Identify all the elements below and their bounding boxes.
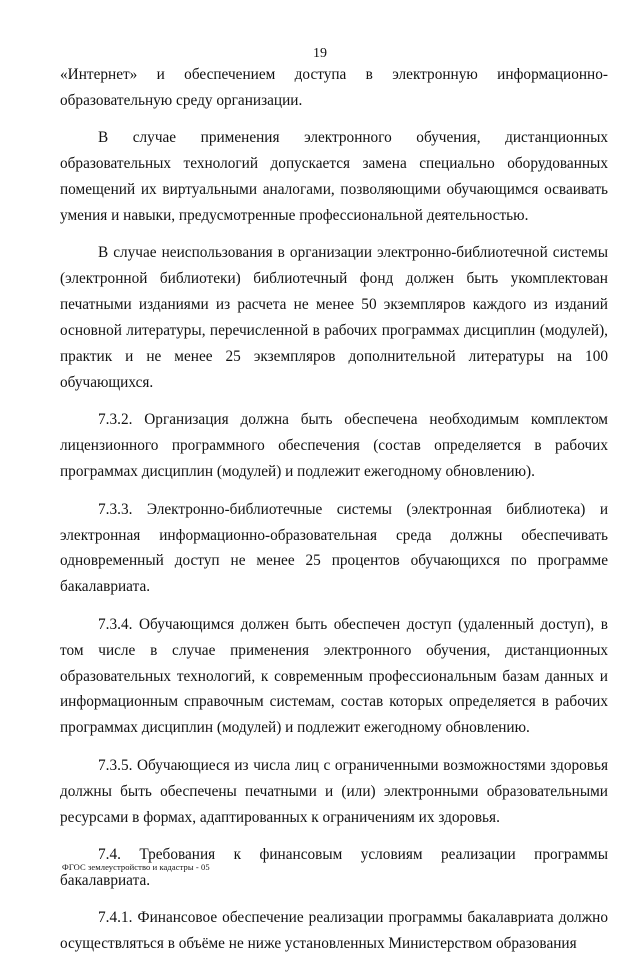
- paragraph-internet-access: «Интернет» и обеспечением доступа в электронную информационно-образовательную среду организации.: [60, 66, 608, 109]
- paragraph-library-fund: В случае неиспользования в организации электронно-библиотечной системы (электронной библиотеки) библиотечный фонд должен быть укомплектован печатными изданиями из расчета не менее 50 экземпляров каждого из изданий основной литературы, перечисленной в рабочих программах дисциплин (модулей), практик и не менее 25 экземпляров дополнительной литературы на 100 обучающихся.: [60, 244, 608, 391]
- paragraph-7-3-5: 7.3.5. Обучающиеся из числа лиц с ограниченными возможностями здоровья должны быть обеспечены печатными и (или) электронными образовательными ресурсами в формах, адаптированных к ограничениям их здоровья.: [60, 756, 608, 826]
- page-number: 19: [313, 46, 327, 61]
- paragraph-7-3-4: 7.3.4. Обучающимся должен быть обеспечен доступ (удаленный доступ), в том числе в случае применения электронного обучения, дистанционных образовательных технологий, к современным профессиональным базам данных и информационным справочным системам, состав которых определяется в рабочих программах дисциплин (модулей) и подлежит ежегодному обновлению.: [60, 615, 608, 737]
- document-body: [60, 62, 608, 969]
- paragraph-7-3-3: 7.3.3. Электронно-библиотечные системы (электронная библиотека) и электронная информационно-образовательная среда должны обеспечивать одновременный доступ не менее 25 процентов обучающихся по программе бакалавриата.: [60, 500, 608, 596]
- paragraph-e-learning-premises: В случае применения электронного обучения, дистанционных образовательных технологий допускается замена специально оборудованных помещений их виртуальными аналогами, позволяющими обучающимся осваивать умения и навыки, предусмотренные профессиональной деятельностью.: [60, 129, 608, 225]
- paragraph-7-4-1: 7.4.1. Финансовое обеспечение реализации программы бакалавриата должно осуществляться в объёме не ниже установленных Министерством образования: [60, 909, 608, 953]
- page-footer: ФГОС землеустройство и кадастры - 05: [62, 862, 210, 872]
- paragraph-7-3-2: 7.3.2. Организация должна быть обеспечена необходимым комплектом лицензионного программного обеспечения (состав определяется в рабочих программах дисциплин (модулей) и подлежит ежегодному обновлению).: [60, 411, 608, 481]
- paragraph-7-4: 7.4. Требования к финансовым условиям реализации программы бакалавриата.: [60, 845, 608, 889]
